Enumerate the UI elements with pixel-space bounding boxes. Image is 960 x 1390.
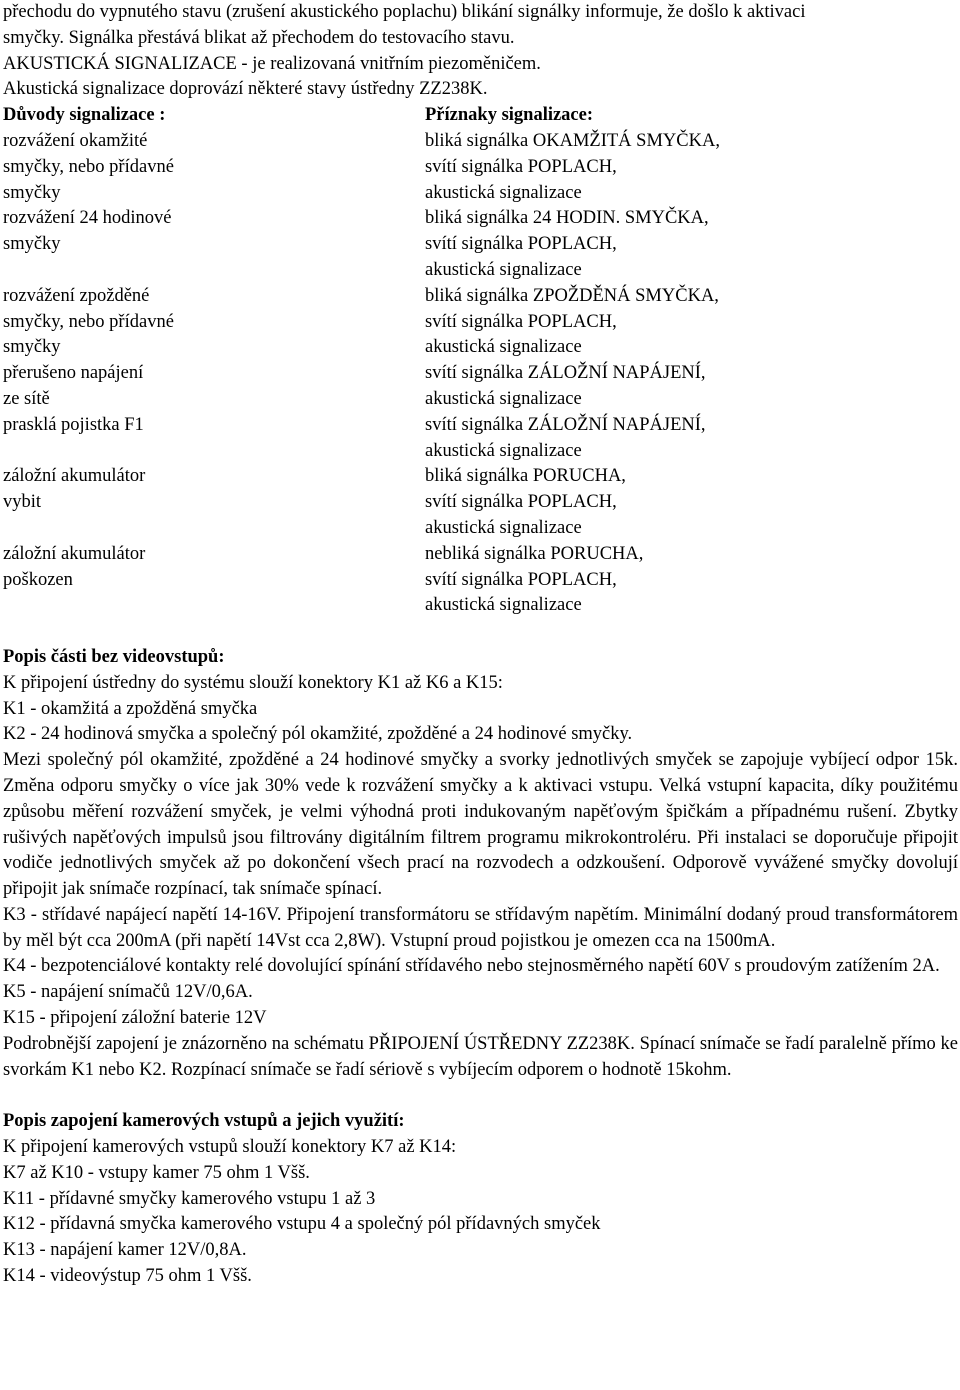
table-cell-symptom: akustická signalizace	[425, 440, 582, 461]
table-cell-symptom: akustická signalizace	[425, 337, 582, 358]
table-cell-symptom: akustická signalizace	[425, 388, 582, 409]
table-row	[3, 413, 958, 439]
intro-line: smyčky. Signálka přestává blikat až přechodem do testovacího stavu.	[3, 27, 515, 48]
text-line: K13 - napájení kamer 12V/0,8A.	[3, 1240, 247, 1261]
table-cell-symptom: svítí signálka POPLACH,	[425, 234, 617, 255]
table-cell-reason: smyčky, nebo přídavné	[3, 156, 174, 177]
paragraph-k4: K4 - bezpotenciálové kontakty relé dovolující spínání střídavého nebo stejnosměrného napětí 60V s proudovým zatížením 2A.	[3, 956, 940, 977]
table-cell-reason: přerušeno napájení	[3, 363, 144, 384]
text-line: K1 - okamžitá a zpožděná smyčka	[3, 698, 258, 719]
section-camera-inputs	[3, 1109, 958, 1290]
table-cell-symptom: bliká signálka ZPOŽDĚNÁ SMYČKA,	[425, 285, 719, 306]
spacer	[3, 619, 958, 645]
table-cell-symptom: akustická signalizace	[425, 517, 582, 538]
table-cell-symptom: bliká signálka 24 HODIN. SMYČKA,	[425, 208, 709, 229]
table-row	[3, 310, 958, 336]
table-cell-symptom: akustická signalizace	[425, 259, 582, 280]
table-row	[3, 284, 958, 310]
section-no-video	[3, 645, 958, 1084]
section-heading: Popis části bez videovstupů:	[3, 646, 225, 667]
table-cell-symptom: nebliká signálka PORUCHA,	[425, 543, 644, 564]
table-header-reasons: Důvody signalizace :	[3, 105, 166, 126]
table-header-symptoms: Příznaky signalizace:	[425, 105, 594, 126]
table-cell-symptom: svítí signálka ZÁLOŽNÍ NAPÁJENÍ,	[425, 414, 706, 435]
table-cell-symptom: svítí signálka ZÁLOŽNÍ NAPÁJENÍ,	[425, 363, 706, 384]
table-cell-reason: záložní akumulátor	[3, 543, 146, 564]
table-row	[3, 155, 958, 181]
table-row	[3, 232, 958, 258]
signalization-table	[3, 103, 958, 619]
table-row	[3, 464, 958, 490]
table-cell-reason: záložní akumulátor	[3, 466, 146, 487]
table-cell-reason: prasklá pojistka F1	[3, 414, 144, 435]
section-heading: Popis zapojení kamerových vstupů a jejich využití:	[3, 1111, 405, 1132]
table-cell-reason: smyčky, nebo přídavné	[3, 311, 174, 332]
table-cell-symptom: svítí signálka POPLACH,	[425, 569, 617, 590]
table-cell-symptom: bliká signálka OKAMŽITÁ SMYČKA,	[425, 130, 720, 151]
text-line: K11 - přídavné smyčky kamerového vstupu 1 až 3	[3, 1188, 376, 1209]
table-cell-reason: rozvážení zpožděné	[3, 285, 150, 306]
text-line: K14 - videovýstup 75 ohm 1 Všš.	[3, 1266, 252, 1287]
table-row	[3, 542, 958, 568]
text-line: K připojení ústředny do systému slouží konektory K1 až K6 a K15:	[3, 672, 503, 693]
table-row	[3, 490, 958, 516]
table-row	[3, 516, 958, 542]
text-line: K připojení kamerových vstupů slouží konektory K7 až K14:	[3, 1137, 457, 1158]
table-row	[3, 206, 958, 232]
table-row	[3, 568, 958, 594]
paragraph-resistor: Mezi společný pól okamžité, zpožděné a 24 hodinové smyčky a svorky jednotlivých smyček se zapojuje vybíjecí odpor 15k. Změna odporu smyčky o více jak 30% vede k rozvážení smyčky a k aktivaci vstupu. Velká vstupní kapacita, díky použitému způsobu měření rozvážení smyček, je velmi výhodná proti indukovaným napěťovým špičkám a případnému rušení. Zbytky rušivých napěťových impulsů jsou filtrovány digitálním filtrem programu mikrokontroléru. Při instalaci se doporučuje připojit vodiče jednotlivých smyček až po dokončení všech prací na rozvodech a odzkoušení. Odporově vyvážené smyčky dovolují připojit jak snímače rozpínací, tak snímače spínací.	[3, 750, 958, 900]
text-line: K2 - 24 hodinová smyčka a společný pól okamžité, zpožděné a 24 hodinové smyčky.	[3, 724, 633, 745]
paragraph-wiring: Podrobnější zapojení je znázorněno na schématu PŘIPOJENÍ ÚSTŘEDNY ZZ238K. Spínací snímače se řadí paralelně přímo ke svorkám K1 nebo K2. Rozpínací snímače se řadí sériově s vybíjecím odporem o hodnotě 15kohm.	[3, 1033, 958, 1080]
spacer	[3, 1083, 958, 1109]
text-line: K12 - přídavná smyčka kamerového vstupu 4 a společný pól přídavných smyček	[3, 1214, 601, 1235]
paragraph-k3: K3 - střídavé napájecí napětí 14-16V. Připojení transformátoru se střídavým napětím. Minimální dodaný proud transformátorem by měl být cca 200mA (při napětí 14Vst cca 2,8W). Vstupní proud pojistkou je omezen cca na 1500mA.	[3, 904, 958, 951]
table-cell-symptom: svítí signálka POPLACH,	[425, 156, 617, 177]
table-cell-reason: rozvážení 24 hodinové	[3, 208, 172, 229]
text-line: K15 - připojení záložní baterie 12V	[3, 1008, 267, 1029]
table-row	[3, 181, 958, 207]
table-row	[3, 258, 958, 284]
table-cell-reason: poškozen	[3, 569, 73, 590]
intro-line: AKUSTICKÁ SIGNALIZACE - je realizovaná vnitřním piezoměničem.	[3, 53, 541, 74]
table-cell-reason: vybit	[3, 492, 42, 513]
table-cell-reason: ze sítě	[3, 388, 50, 409]
table-row	[3, 361, 958, 387]
table-row	[3, 593, 958, 619]
intro-line: přechodu do vypnutého stavu (zrušení akustického poplachu) blikání signálky informuje, že došlo k aktivaci	[3, 2, 806, 22]
table-cell-symptom: svítí signálka POPLACH,	[425, 492, 617, 513]
intro-block	[3, 0, 958, 103]
table-body	[3, 129, 958, 619]
text-line: K7 až K10 - vstupy kamer 75 ohm 1 Všš.	[3, 1162, 310, 1183]
table-cell-symptom: svítí signálka POPLACH,	[425, 311, 617, 332]
text-line: K5 - napájení snímačů 12V/0,6A.	[3, 982, 253, 1003]
table-cell-reason: smyčky	[3, 337, 61, 358]
table-cell-symptom: akustická signalizace	[425, 182, 582, 203]
intro-line: Akustická signalizace doprovází některé stavy ústředny ZZ238K.	[3, 79, 488, 100]
table-cell-symptom: bliká signálka PORUCHA,	[425, 466, 626, 487]
table-row	[3, 129, 958, 155]
document-page	[3, 0, 958, 1290]
table-cell-symptom: akustická signalizace	[425, 595, 582, 616]
table-row	[3, 387, 958, 413]
table-cell-reason: smyčky	[3, 234, 61, 255]
table-cell-reason: smyčky	[3, 182, 61, 203]
table-row	[3, 439, 958, 465]
table-row	[3, 335, 958, 361]
table-cell-reason: rozvážení okamžité	[3, 130, 148, 151]
table-header-row	[3, 103, 958, 129]
